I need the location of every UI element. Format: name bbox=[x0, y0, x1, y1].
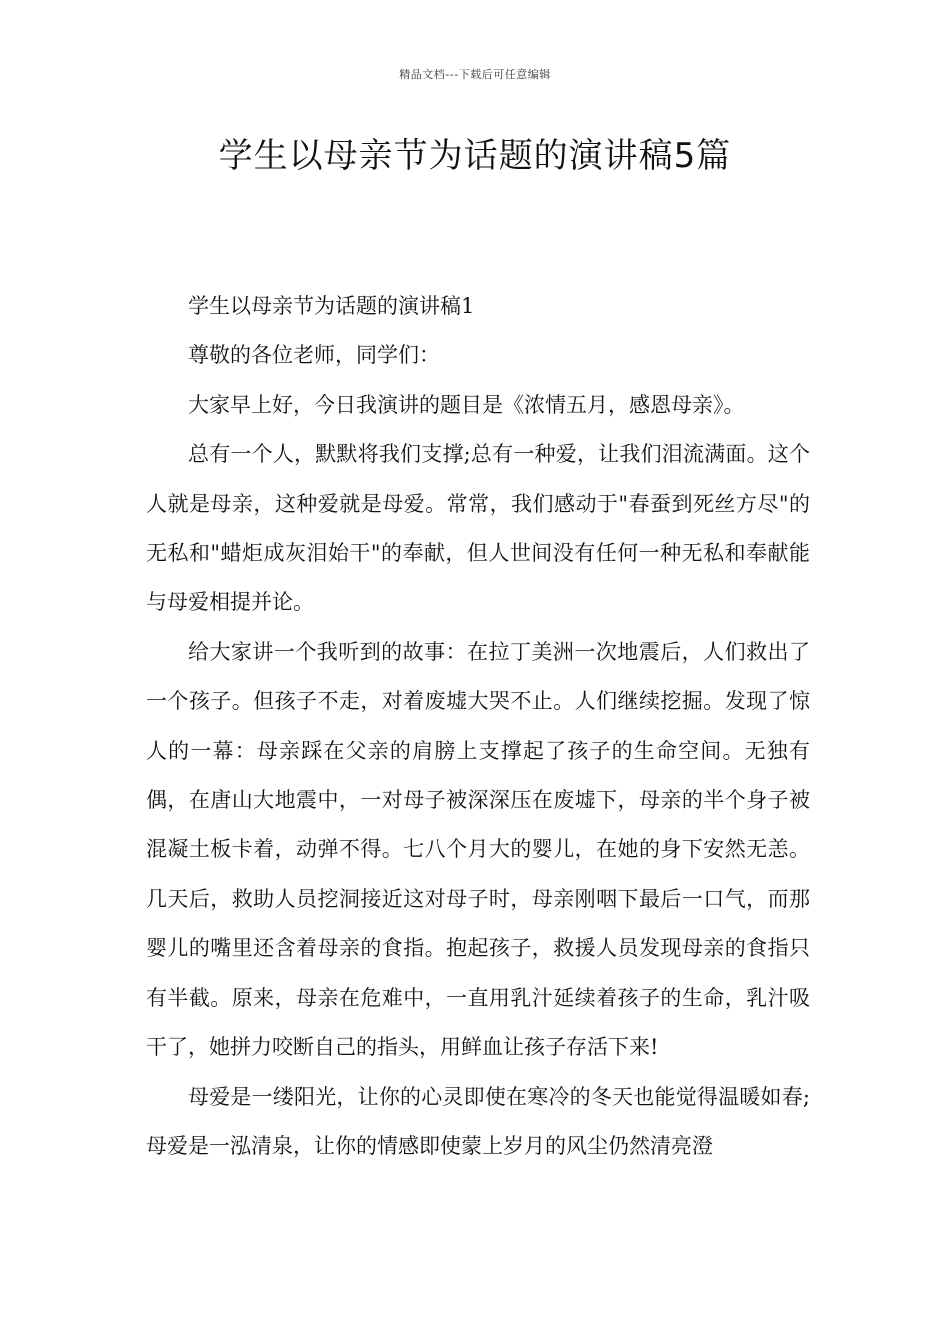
document-body bbox=[146, 282, 810, 1171]
paragraph-story: 给大家讲一个我听到的故事：在拉丁美洲一次地震后，人们救出了一个孩子。但孩子不走，对着废墟大哭不止。人们继续挖掘。发现了惊人的一幕：母亲踩在父亲的肩膀上支撑起了孩子的生命空间。无独有偶，在唐山大地震中，一对母子被深深压在废墟下，母亲的半个身子被混凝土板卡着，动弹不得。七八个月大的婴儿，在她的身下安然无恙。几天后，救助人员挖洞接近这对母子时，母亲刚咽下最后一口气，而那婴儿的嘴里还含着母亲的食指。抱起孩子，救援人员发现母亲的食指只有半截。原来，母亲在危难中，一直用乳汁延续着孩子的生命，乳汁吸干了，她拼力咬断自己的指头，用鲜血让孩子存活下来! bbox=[146, 639, 810, 1060]
paragraph-subtitle: 学生以母亲节为话题的演讲稿1 bbox=[188, 294, 475, 318]
paragraph-greeting: 尊敬的各位老师，同学们： bbox=[188, 343, 440, 368]
paragraph-body: 总有一个人，默默将我们支撑;总有一种爱，让我们泪流满面。这个人就是母亲，这种爱就是母爱。常常，我们感动于"春蚕到死丝方尽"的无私和"蜡炬成灰泪始干"的奉献，但人世间没有任何一种无私和奉献能与母爱相提并论。 bbox=[146, 442, 810, 615]
paragraph-metaphor: 母爱是一缕阳光，让你的心灵即使在寒冷的冬天也能觉得温暖如春;母爱是一泓清泉，让你的情感即使蒙上岁月的风尘仍然清亮澄 bbox=[146, 1084, 810, 1158]
document-title: 学生以母亲节为话题的演讲稿5篇 bbox=[218, 136, 732, 176]
paragraph-intro: 大家早上好，今日我演讲的题目是《浓情五月，感恩母亲》。 bbox=[188, 392, 745, 417]
header-note: 精品文档---下载后可任意编辑 bbox=[399, 68, 551, 81]
